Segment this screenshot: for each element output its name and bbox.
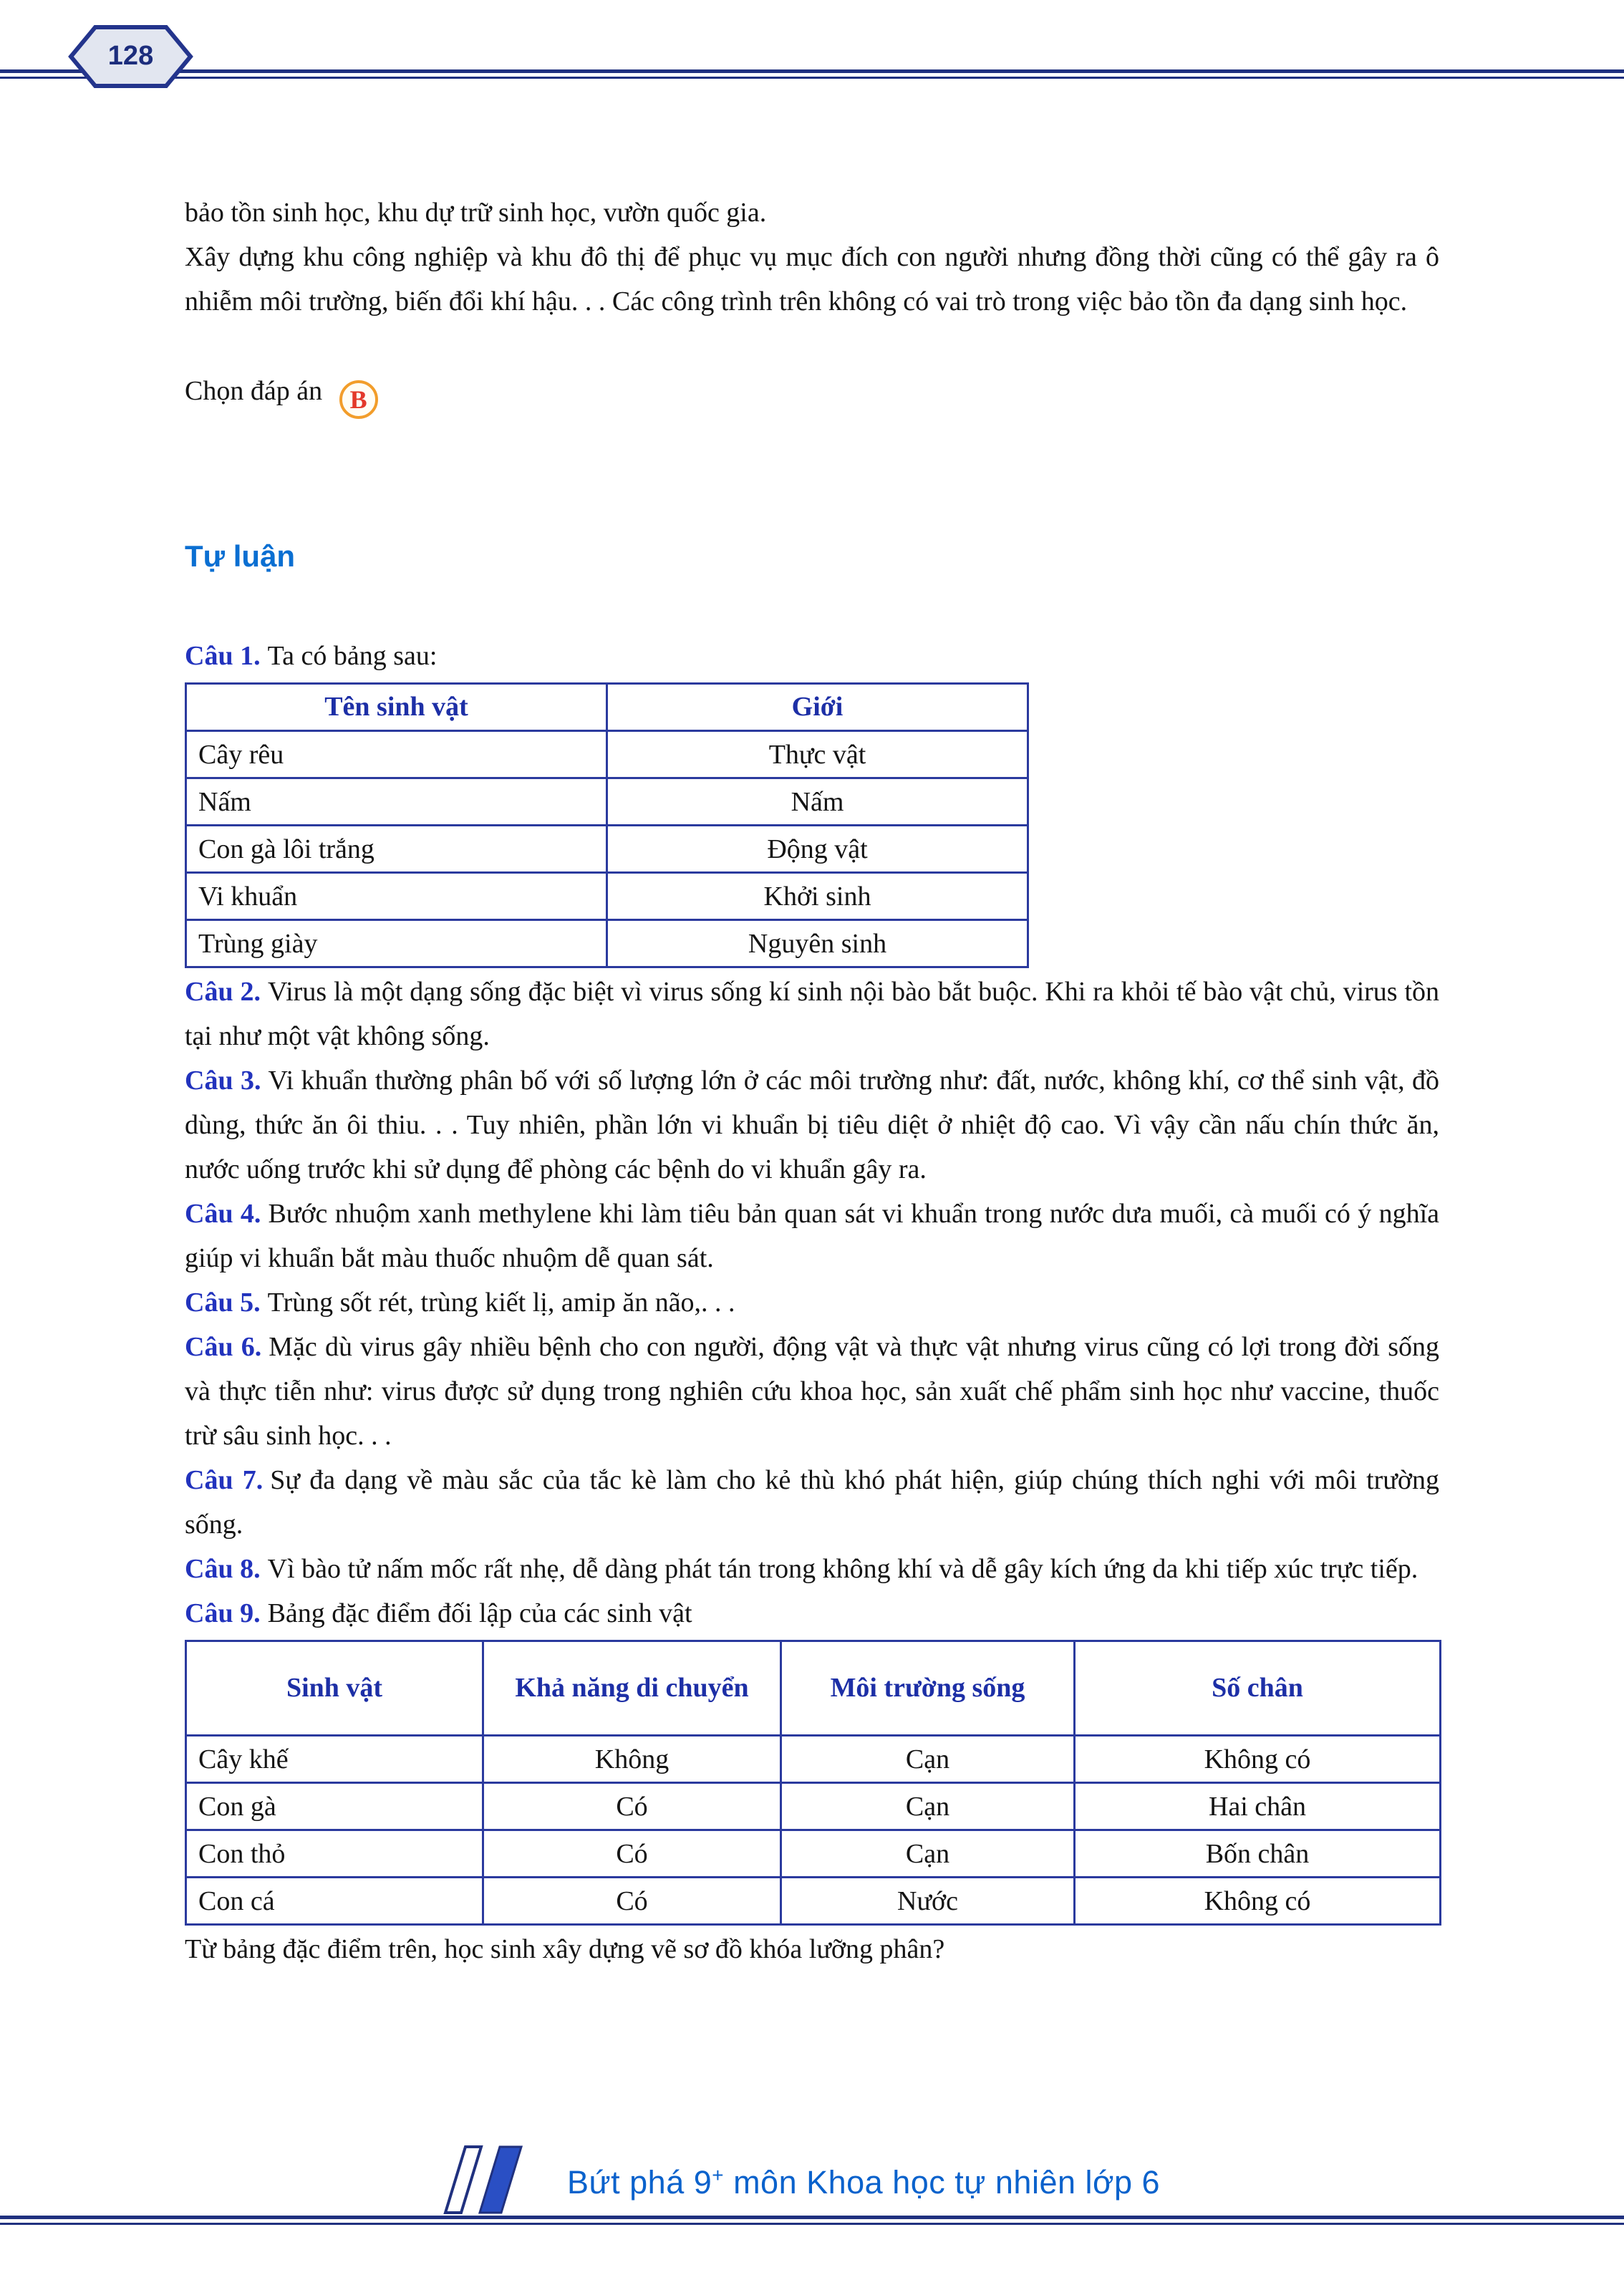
footer-rule (0, 2216, 1624, 2225)
question-label: Câu 1. (185, 641, 261, 671)
table-cell: Có (483, 1830, 781, 1878)
question-2 (185, 970, 1439, 1058)
question-label: Câu 4. (185, 1199, 261, 1229)
intro-paragraph: Xây dựng khu công nghiệp và khu đô thị để phục vụ mục đích con người nhưng đồng thời cũng có thể gây ra ô nhiễm môi trường, biến đổi khí hậu. . . Các công trình trên không có vai trò trong việc bảo tồn đa dạng sinh học. (185, 242, 1439, 317)
table-cell: Khởi sinh (607, 873, 1028, 920)
question-9 (185, 1591, 1439, 1636)
footer-title (567, 2164, 1160, 2201)
question-label: Câu 7. (185, 1465, 264, 1495)
column-header: Số chân (1075, 1641, 1441, 1736)
table-cell: Cây khế (186, 1736, 483, 1783)
answer-circle-b: B (339, 380, 378, 419)
question-text: Vi khuẩn thường phân bố với số lượng lớn ở các môi trường như: đất, nước, không khí, cơ thể sinh vật, đồ dùng, thức ăn ôi thiu. . . Tuy nhiên, phần lớn vi khuẩn bị tiêu diệt ở nhiệt độ cao. Vì vậy cần nấu chín thức ăn, nước uống trước khi sử dụng để phòng các bệnh do vi khuẩn gây ra. (185, 1066, 1439, 1184)
column-header: Khả năng di chuyển (483, 1641, 781, 1736)
table-cell: Con gà lôi trắng (186, 826, 607, 873)
question-text: Trùng sốt rét, trùng kiết lị, amip ăn não,. . . (267, 1288, 735, 1318)
closing-question: Từ bảng đặc điểm trên, học sinh xây dựng vẽ sơ đồ khóa lưỡng phân? (185, 1934, 945, 1964)
question-1 (185, 634, 1439, 678)
organisms-kingdom-table (185, 682, 1029, 968)
table-row (186, 1783, 1441, 1830)
page-number-badge (68, 24, 193, 89)
table-row (186, 1830, 1441, 1878)
footer-superscript-plus: + (712, 2164, 725, 2186)
question-5 (185, 1280, 1439, 1325)
traits-table (185, 1640, 1441, 1926)
table-cell: Cạn (781, 1736, 1075, 1783)
table-cell: Nấm (607, 778, 1028, 826)
table-cell: Có (483, 1783, 781, 1830)
column-header: Giới (607, 684, 1028, 731)
question-label: Câu 2. (185, 977, 261, 1007)
page-content (185, 190, 1439, 1971)
table-cell: Không (483, 1736, 781, 1783)
question-text: Mặc dù virus gây nhiều bệnh cho con người, động vật và thực vật nhưng virus cũng có lợi trong đời sống và thực tiễn như: virus được sử dụng trong nghiên cứu khoa học, sản xuất chế phẩm sinh học như vaccine, thuốc trừ sâu sinh học. . . (185, 1332, 1440, 1451)
table-row (186, 826, 1028, 873)
table-cell: Con cá (186, 1878, 483, 1925)
question-label: Câu 3. (185, 1066, 261, 1096)
question-text: Ta có bảng sau: (267, 641, 438, 671)
question-label: Câu 8. (185, 1554, 261, 1584)
table-cell: Có (483, 1878, 781, 1925)
table-row (186, 778, 1028, 826)
question-text: Bước nhuộm xanh methylene khi làm tiêu bản quan sát vi khuẩn trong nước dưa muối, cà muối có ý nghĩa giúp vi khuẩn bắt màu thuốc nhuộm dễ quan sát. (185, 1199, 1439, 1273)
section-title: Tự luận (185, 539, 296, 573)
table-cell: Động vật (607, 826, 1028, 873)
page-number: 128 (107, 40, 154, 71)
question-label: Câu 9. (185, 1598, 261, 1628)
answer-line (185, 368, 1439, 419)
footer-ribbon-icon (443, 2145, 523, 2218)
table-cell: Thực vật (607, 731, 1028, 778)
column-header: Môi trường sống (781, 1641, 1075, 1736)
table-cell: Không có (1075, 1736, 1441, 1783)
table-cell: Nguyên sinh (607, 920, 1028, 967)
table-header-row (186, 684, 1028, 731)
table-header-row (186, 1641, 1441, 1736)
table-cell: Cạn (781, 1830, 1075, 1878)
question-text: Virus là một dạng sống đặc biệt vì virus sống kí sinh nội bào bắt buộc. Khi ra khỏi tế bào vật chủ, virus tồn tại như một vật không sống. (185, 977, 1440, 1051)
table-cell: Hai chân (1075, 1783, 1441, 1830)
table-cell: Trùng giày (186, 920, 607, 967)
table-cell: Nấm (186, 778, 607, 826)
table-row (186, 731, 1028, 778)
question-7 (185, 1458, 1439, 1547)
table-cell: Nước (781, 1878, 1075, 1925)
table-cell: Bốn chân (1075, 1830, 1441, 1878)
question-label: Câu 6. (185, 1332, 262, 1362)
column-header: Sinh vật (186, 1641, 483, 1736)
footer-text-start: Bứt phá 9 (567, 2164, 712, 2201)
table-row (186, 1736, 1441, 1783)
answer-prefix: Chọn đáp án (185, 376, 323, 406)
table-cell: Vi khuẩn (186, 873, 607, 920)
question-8 (185, 1547, 1439, 1591)
question-text: Sự đa dạng về màu sắc của tắc kè làm cho kẻ thù khó phát hiện, giúp chúng thích nghi với môi trường sống. (185, 1465, 1439, 1540)
header-rule (0, 69, 1624, 79)
question-text: Bảng đặc điểm đối lập của các sinh vật (267, 1598, 692, 1628)
table-cell: Con gà (186, 1783, 483, 1830)
question-label: Câu 5. (185, 1288, 261, 1318)
question-text: Vì bào tử nấm mốc rất nhẹ, dễ dàng phát tán trong không khí và dễ gây kích ứng da khi tiếp xúc trực tiếp. (267, 1554, 1418, 1584)
table-row (186, 920, 1028, 967)
table-cell: Cạn (781, 1783, 1075, 1830)
table-row (186, 873, 1028, 920)
table-cell: Con thỏ (186, 1830, 483, 1878)
table-cell: Không có (1075, 1878, 1441, 1925)
question-3 (185, 1058, 1439, 1192)
table-row (186, 1878, 1441, 1925)
intro-continuation: bảo tồn sinh học, khu dự trữ sinh học, vườn quốc gia. (185, 198, 767, 228)
column-header: Tên sinh vật (186, 684, 607, 731)
question-6 (185, 1325, 1439, 1458)
question-4 (185, 1192, 1439, 1280)
footer-text-end: môn Khoa học tự nhiên lớp 6 (724, 2164, 1161, 2201)
table-cell: Cây rêu (186, 731, 607, 778)
